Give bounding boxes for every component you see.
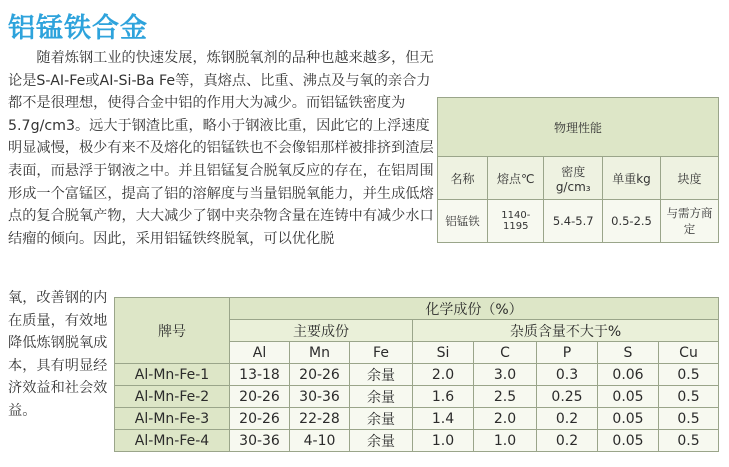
table-row	[115, 364, 719, 386]
data-cell: 2.0	[474, 408, 537, 430]
data-cell: 1.4	[413, 408, 474, 430]
label-density: 密度 g/cm₃	[544, 157, 602, 200]
value-name: 铝锰铁	[438, 200, 488, 243]
element-header: Cu	[659, 342, 719, 364]
table-row	[115, 430, 719, 452]
data-cell: 0.05	[598, 386, 659, 408]
data-cell: 2.5	[474, 386, 537, 408]
data-cell: 30-36	[230, 430, 290, 452]
data-cell: 余量	[350, 364, 413, 386]
intro-paragraph-tail: 氧，改善钢的内在质量，有效地降低炼钢脱氧成本，具有明显经济效益和社会效益。	[8, 290, 108, 419]
element-header: C	[474, 342, 537, 364]
data-cell: 4-10	[290, 430, 350, 452]
element-header: Fe	[350, 342, 413, 364]
element-header: Al	[230, 342, 290, 364]
element-header: S	[598, 342, 659, 364]
physical-properties-table	[437, 97, 719, 243]
data-cell: 0.06	[598, 364, 659, 386]
physical-header: 物理性能	[438, 98, 719, 157]
composition-table	[114, 297, 719, 452]
data-cell: 0.2	[537, 430, 598, 452]
chem-header: 化学成份（%）	[230, 298, 719, 320]
data-cell: 0.5	[659, 408, 719, 430]
data-cell: 余量	[350, 430, 413, 452]
brand-cell: Al-Mn-Fe-3	[115, 408, 230, 430]
element-header: P	[537, 342, 598, 364]
data-cell: 0.5	[659, 430, 719, 452]
element-header: Si	[413, 342, 474, 364]
value-lump-size: 与需方商定	[661, 200, 719, 243]
value-melting-point: 1140-1195	[488, 200, 544, 243]
label-unit-weight: 单重kg	[602, 157, 660, 200]
data-cell: 2.0	[413, 364, 474, 386]
data-cell: 余量	[350, 386, 413, 408]
data-cell: 0.05	[598, 408, 659, 430]
data-cell: 0.2	[537, 408, 598, 430]
table-row	[115, 408, 719, 430]
data-cell: 0.05	[598, 430, 659, 452]
data-cell: 1.0	[413, 430, 474, 452]
brand-header: 牌号	[115, 298, 230, 364]
data-cell: 3.0	[474, 364, 537, 386]
data-cell: 0.3	[537, 364, 598, 386]
table-row	[115, 386, 719, 408]
data-cell: 20-26	[290, 364, 350, 386]
data-cell: 30-36	[290, 386, 350, 408]
element-header: Mn	[290, 342, 350, 364]
value-density: 5.4-5.7	[544, 200, 602, 243]
data-cell: 1.6	[413, 386, 474, 408]
data-cell: 20-26	[230, 408, 290, 430]
data-cell: 0.5	[659, 364, 719, 386]
data-cell: 余量	[350, 408, 413, 430]
data-cell: 0.5	[659, 386, 719, 408]
value-unit-weight: 0.5-2.5	[602, 200, 660, 243]
brand-cell: Al-Mn-Fe-1	[115, 364, 230, 386]
label-name: 名称	[438, 157, 488, 200]
data-cell: 13-18	[230, 364, 290, 386]
label-lump-size: 块度	[661, 157, 719, 200]
data-cell: 20-26	[230, 386, 290, 408]
label-melting-point: 熔点℃	[488, 157, 544, 200]
impurity-header: 杂质含量不大于%	[413, 320, 719, 342]
brand-cell: Al-Mn-Fe-2	[115, 386, 230, 408]
data-cell: 1.0	[474, 430, 537, 452]
intro-paragraph: 随着炼钢工业的快速发展，炼钢脱氧剂的品种也越来越多，但无论是S-AI-Fe或AI-Si-Ba Fe等，真熔点、比重、沸点及与氧的亲合力都不是很理想，使得合金中铝的作用大为减少。而铝锰铁密度为5.7g/cm3。远大于钢渣比重，略小于钢液比重，因此它的上浮速度明显减慢，极少有来不及熔化的铝锰铁也不会像铝那样被排挤到渣层表面，而悬浮于钢液之中。并且铝锰复合脱氧反应的存在，在铝周围形成一个富锰区，提高了铝的溶解度与当量铝脱氧能力，并生成低熔点的复合脱氧产物，大大减少了钢中夹杂物含量在连铸中有减少水口结瘤的倾向。因此，采用铝锰铁终脱氧，可以优化脱	[8, 50, 434, 247]
page-title: 铝锰铁合金	[8, 13, 148, 44]
data-cell: 0.25	[537, 386, 598, 408]
data-cell: 22-28	[290, 408, 350, 430]
main-components-header: 主要成份	[230, 320, 413, 342]
brand-cell: Al-Mn-Fe-4	[115, 430, 230, 452]
